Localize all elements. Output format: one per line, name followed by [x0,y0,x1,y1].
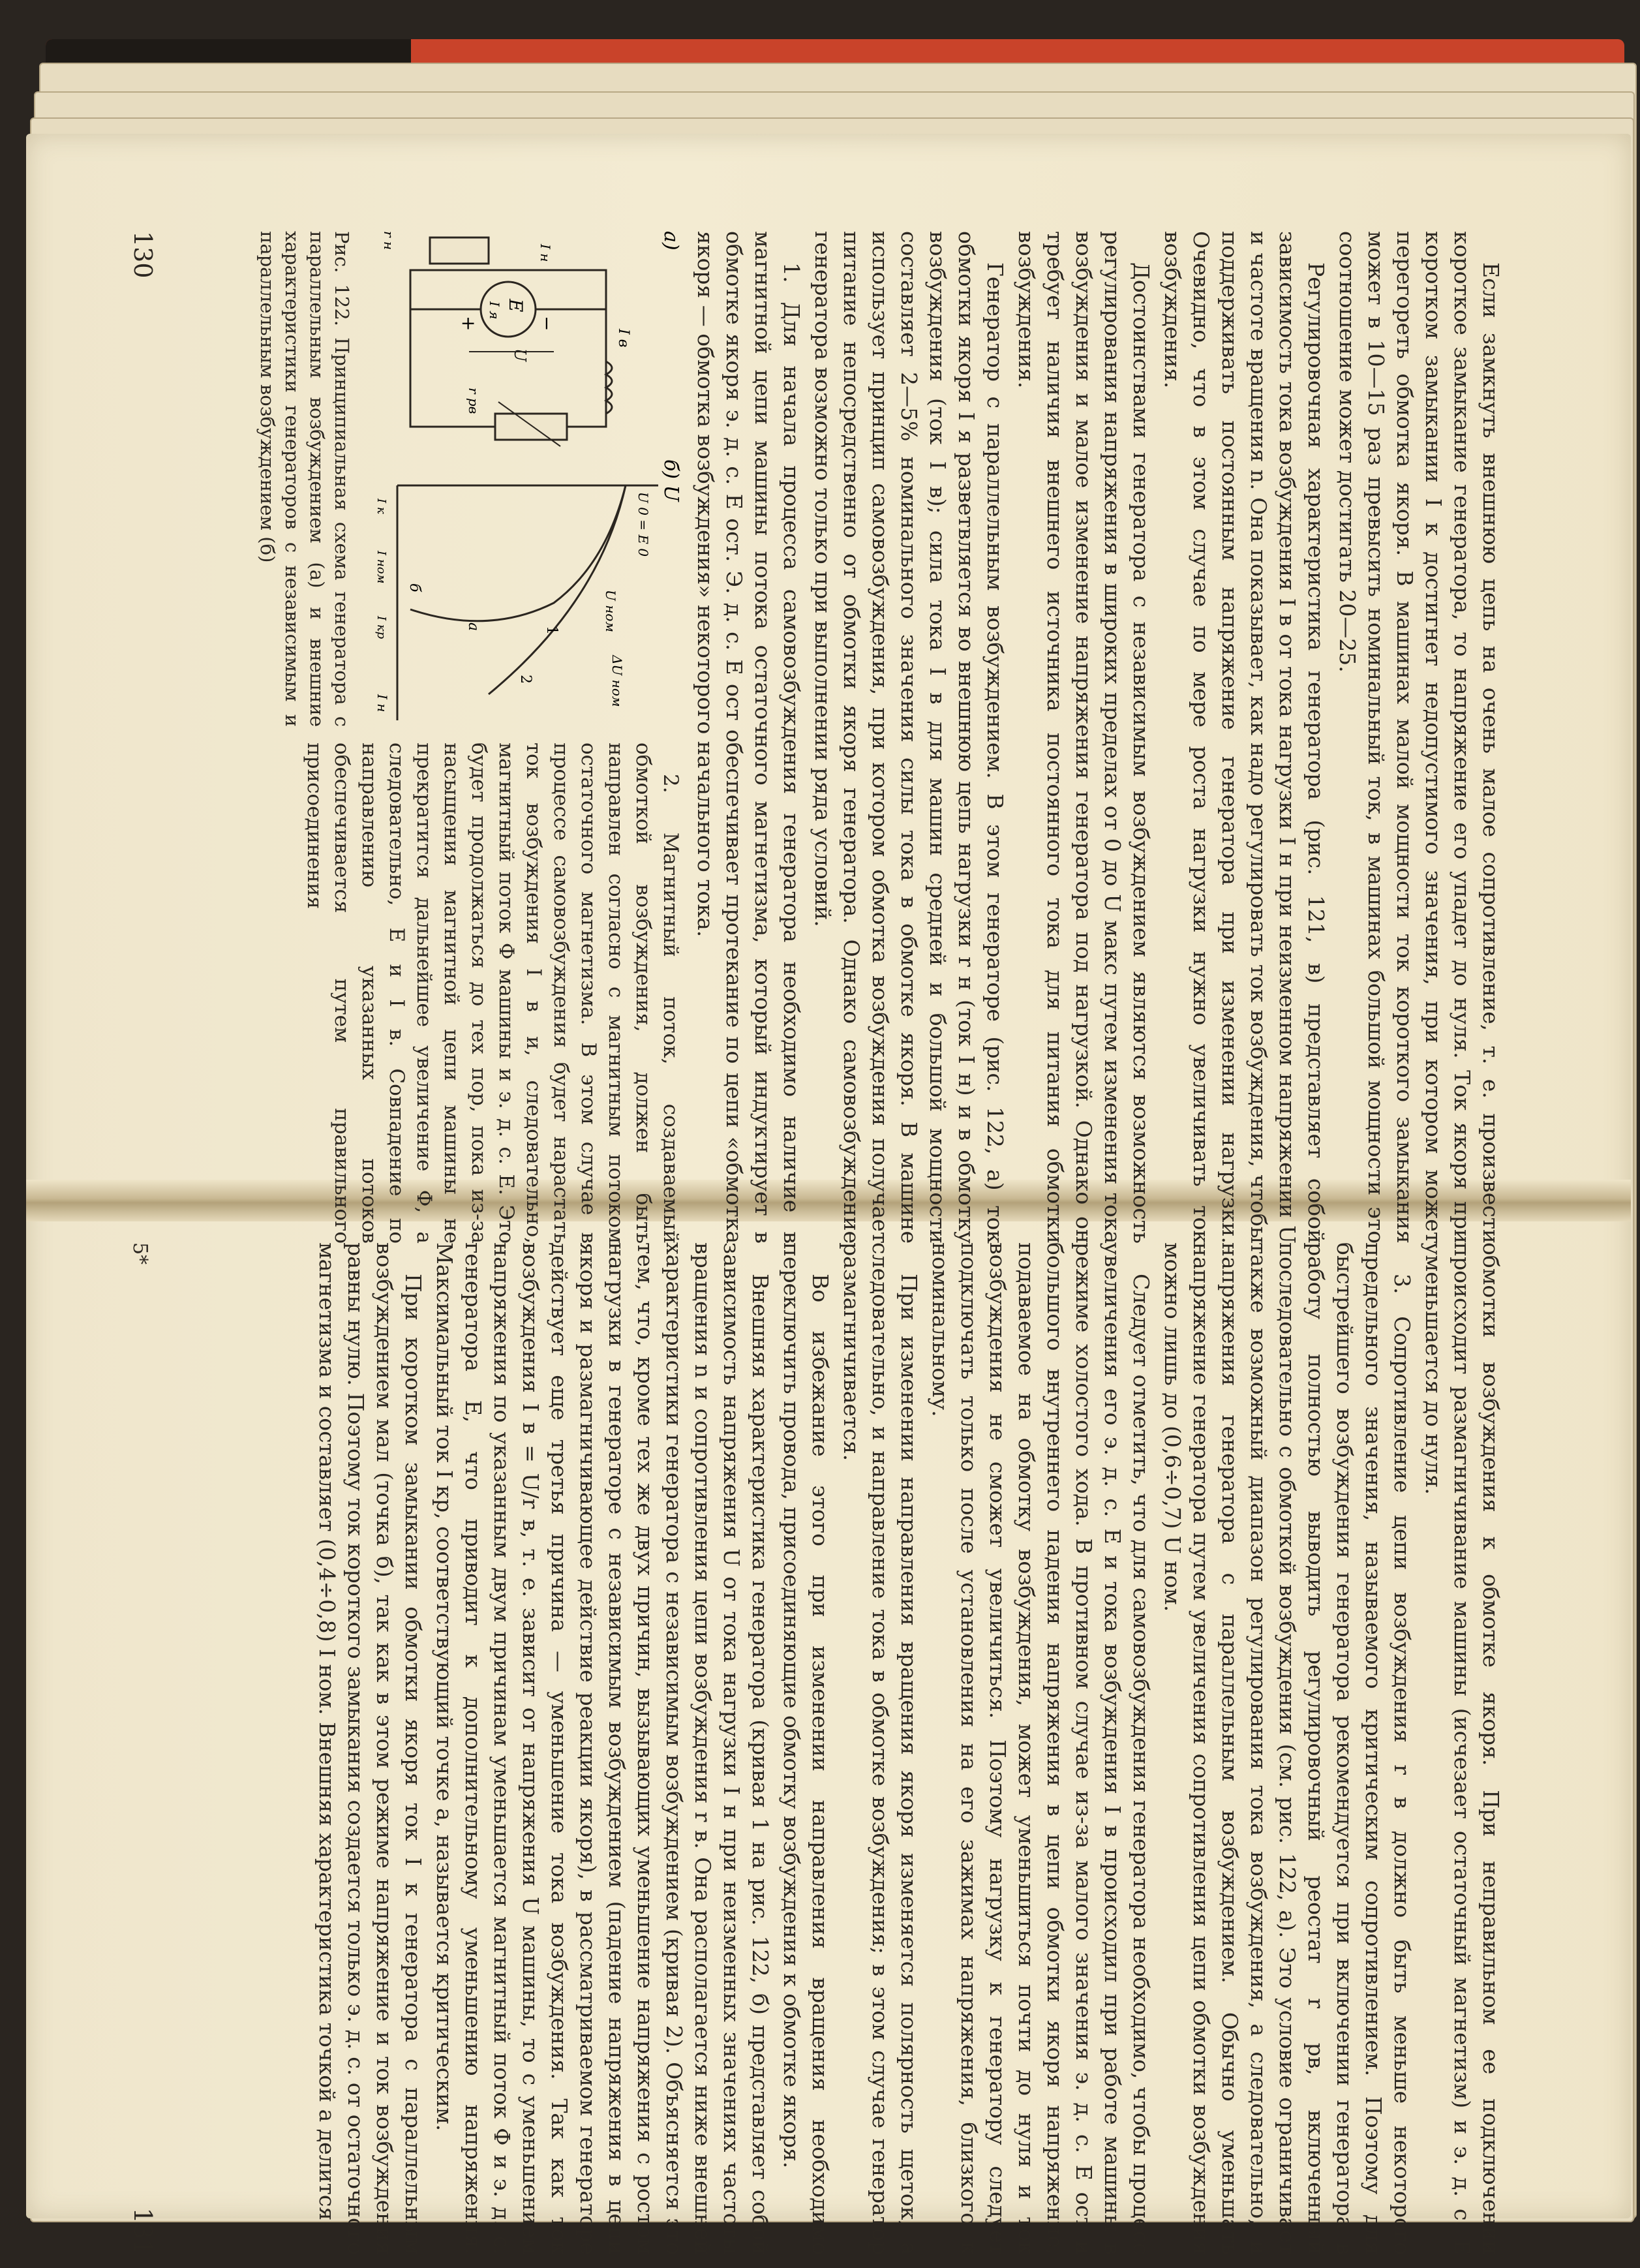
paragraph-idle-start: Следует отметить, что для самовозбуждения генератора необходимо, чтобы процесс увеличения его э. д. с. E и тока возбуждения I в происходил при работе машины в режиме холостого хода. В противном случае из-за малого значения э. д. с. E ост и большого внутреннего падения напряжения в цепи обмотки якоря напряжение, подаваемое на обмотку возбуждения, может уменьшиться почти до нуля и ток возбуждения не сможет увеличиться. Поэтому нагрузку к генератору следует подключать только после установления на его зажимах напряжения, близкого к номинальному. [928,1242,1154,2255]
label-rrv: r рв [466,388,481,414]
rheostat-symbol [495,414,567,440]
label-point-b: б [406,583,423,592]
label-curve2: 2 [517,675,534,684]
page-130 [129,218,1511,1257]
external-characteristics-chart [358,459,684,727]
label-a: а) [660,231,682,251]
figure-122-block [255,231,684,1244]
label-minus: − [536,316,558,331]
label-ik: I к [374,498,388,514]
paragraph-advantages: Достоинствами генератора с независимым возбуждением являются возможность регулирования напряжения в широких пределах от 0 до U макс путем изменения тока возбуждения и малое изменение напряжения генератора под нагрузкой. Однако он требует наличия внешнего источника постоянного тока для питания обмотки возбуждения. [1014,231,1154,1244]
paragraph-short-circuit: Если замкнуть внешнюю цепь на очень малое сопротивление, т. е. произвести короткое замыкание генератора, то напряжение его упадет до нуля. Ток якоря при коротком замыкании I к достигнет недопустимого значения, при котором может перегореть обмотка якоря. В машинах малой мощности ток короткого замыкания может в 10—15 раз превысить номинальный ток, в машинах большой мощности это соотношение может достигать 20—25. [1335,231,1504,1244]
label-unom: U ном [603,590,618,633]
paragraph-external-characteristic: Внешняя характеристика генератора (кривая 1 на рис. 122, б) представляет собой зависимость напряжения U от тока нагрузки I н при неизменных значениях частоты вращения n и сопротивления цепи возбуждения r в. Она располагается ниже внешней характеристики генератора с независимым возбуждением (кривая 2). Объясняется это тем, что, кроме тех же двух причин, вызывающих уменьшение напряжения с ростом нагрузки в генераторе с независимым возбуждением (падение напряжения в цепи якоря и размагничивающее действие реакции якоря), в рассматриваемом генераторе действует еще третья причина — уменьшение тока возбуждения. Так как ток возбуждения I в = U/r в, т. е. зависит от напряжения U машины, то с уменьшением напряжения по указанным двум причинам уменьшается магнитный поток Ф и э. д. с. генератора E, что приводит к дополнительному уменьшению напряжения. Максимальный ток I кр, соответствующий точке а, называется критическим. [432,1242,773,2255]
paragraph-regulation-characteristic: Регулировочная характеристика генератора (рис. 121, в) представляет собой зависимость тока возбуждения I в от тока нагрузки I н при неизменном напряжении U и частоте вращения n. Она показывает, как надо регулировать ток возбуждения, чтобы поддерживать постоянным напряжение генератора при изменении нагрузки. Очевидно, что в этом случае по мере роста нагрузки нужно увеличивать ток возбуждения. [1160,231,1329,1244]
label-in: I н [538,244,553,262]
label-b: б) U [660,459,682,502]
paragraph-rotation-direction: При изменении направления вращения якоря изменяется полярность щеток, а следовательно, и направление тока в обмотке возбуждения; в этом случае генератор размагничивается. [839,1242,922,2255]
figure-122 [255,231,684,727]
figure-caption: Рис. 122. Принципиальная схема генератора с параллельным возбуждением (а) и внешние характеристики генераторов с независимым и параллельным возбуждением (б) [256,231,353,727]
label-rn: r н [381,231,397,251]
paragraph-parallel-excitation: Генератор с параллельным возбуждением. В этом генераторе (рис. 122, а) ток обмотки якоря I я разветвляется во внешнюю цепь нагрузки r н (ток I н) и в обмотку возбуждения (ток I в); сила тока I в для машин средней и большой мощности составляет 2—5% номинального значения силы тока в обмотке якоря. В машине использует принцип самовозбуждения, при котором обмотка возбуждения получает питание непосредственно от обмотки якоря генератора. Однако самовозбуждение генератора возможно только при выполнении ряда условий. [810,231,1008,1244]
signature-mark: 5* [129,1242,151,1265]
page-number-130: 130 [129,231,157,279]
label-axis-in: I н [374,694,390,713]
label-ia: I я [487,301,502,320]
label-plus: + [458,316,479,331]
label-inom: I ном [374,551,388,584]
page-131 [129,1229,1511,2268]
label-ib: I в [615,329,631,348]
load-resistor-symbol [430,238,489,264]
circuit-diagram [358,231,684,446]
label-point-a: а [465,622,481,632]
paragraph-short-circuit-current: При коротком замыкании обмотки якоря ток I к генератора с параллельным возбуждением мал (точка б), так как в этом режиме напряжение и ток возбуждения равны нулю. Поэтому ток короткого замыкания создается только э. д. с. от остаточного магнетизма и составляет (0,4÷0,8) I ном. Внешняя характеристика точкой а делится [314,1242,426,2255]
paragraph-condition-2: 2. Магнитный поток, создаваемый обмоткой возбуждения, должен быть направлен согласно с магнитным потоком остаточного магнетизма. В этом случае в процессе самовозбуждения будет нарастать ток возбуждения I в и, следовательно, магнитный поток Ф машины и э. д. с. E. Это будет продолжаться до тех пор, пока из-за насыщения магнитной цепи машины не прекратится дальнейшее увеличение Ф, а следовательно, E и I в. Совпадение по направлению указанных потоков обеспечивается путем правильного присоединения [303,743,682,1244]
paragraph-switch-wires: Во избежание этого при изменении направления вращения необходимо переключить провода, присоединяющие обмотку возбуждения к обмотке якоря. [779,1242,833,2255]
label-curve1: 1 [543,626,560,635]
label-u: U [511,348,529,362]
curve-1 [410,485,626,621]
label-u0: U 0 = E 0 [635,492,651,557]
paragraph-continued: обмотки возбуждения к обмотке якоря. При неправильном ее подключении происходит размагничивание машины (исчезает остаточный магнетизм) и э. д. с. E уменьшается до нуля. [1421,1242,1504,2255]
paragraph-condition-3: 3. Сопротивление цепи возбуждения r в должно быть меньше некоторого предельного значения, называемого критическим сопротивлением. Поэтому для быстрейшего возбуждения генератора рекомендуется при включении генератора в работу полностью выводить регулировочный реостат r рв, включенный последовательно с обмоткой возбуждения (см. рис. 122, а). Это условие ограничивает также возможный диапазон регулирования тока возбуждения, а следовательно, и напряжения генератора с параллельным возбуждением. Обычно уменьшать напряжение генератора путем увеличения сопротивления цепи обмотки возбуждения можно лишь до (0,6÷0,7) U ном. [1160,1242,1415,2255]
page-number-131: 131 [129,2207,157,2255]
label-e: E [505,299,526,313]
figure-side-column [255,743,684,1244]
label-ikr: I кр [374,616,388,639]
paragraph-condition-1: 1. Для начала процесса самовозбуждения генератора необходимо наличие в магнитной цепи машины потока остаточного магнетизма, который индуктирует в обмотке якоря э. д. с. E ост. Э. д. с. E ост обеспечивает протекание по цепи «обмотка якоря — обмотка возбуждения» некоторого начального тока. [693,231,804,1244]
label-dunom: ΔU ном [609,655,625,707]
figure-diagrams [358,231,684,727]
